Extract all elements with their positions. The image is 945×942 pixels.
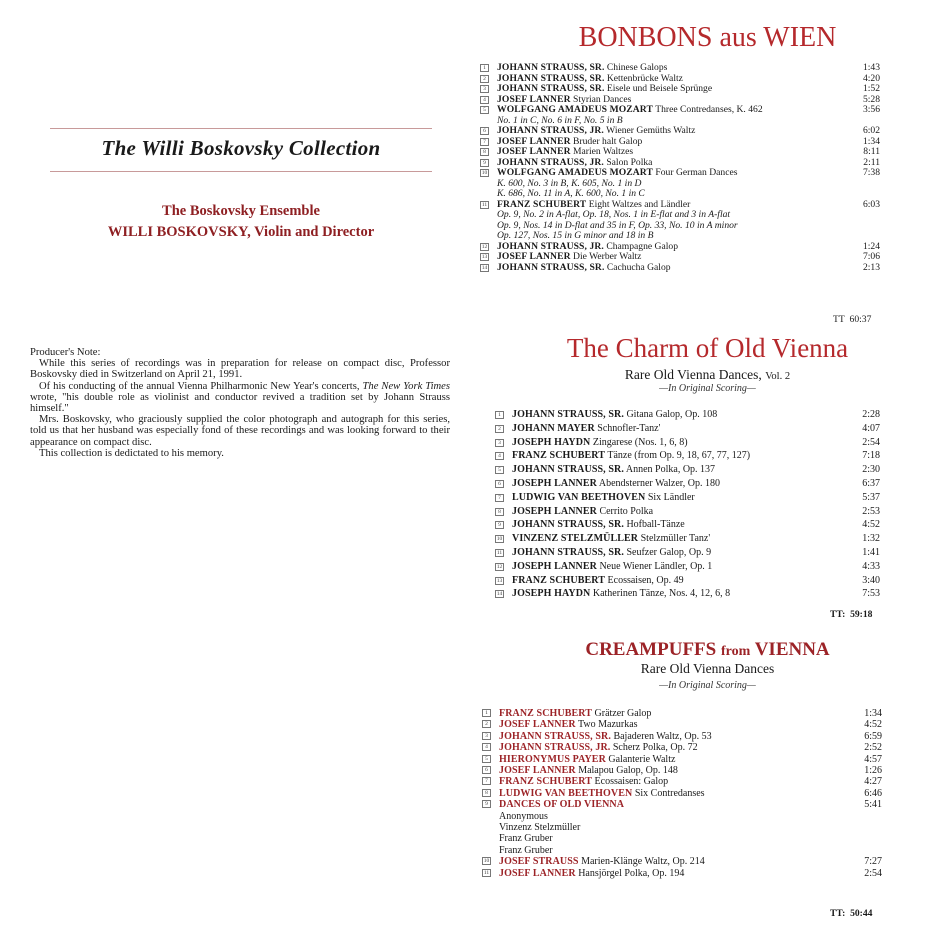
composer: JOHANN STRAUSS, JR. bbox=[497, 240, 604, 252]
work-title: Katherinen Tänze, Nos. 4, 12, 6, 8 bbox=[592, 588, 731, 600]
work-title: Kettenbrücke Waltz bbox=[606, 72, 683, 84]
work-title: Schnofler-Tanz' bbox=[597, 422, 661, 434]
note-paragraph: This collection is dedictated to his memory. bbox=[39, 447, 224, 459]
duration: 1:52 bbox=[862, 83, 880, 94]
composer: JOHANN STRAUSS, SR. bbox=[497, 72, 605, 84]
work-title: Marien-Klänge Waltz, Op. 214 bbox=[581, 856, 705, 868]
note-heading: Producer's Note: bbox=[30, 347, 101, 358]
sub-composer: Vinzenz Stelzmüller bbox=[499, 822, 581, 834]
track-row bbox=[482, 719, 882, 730]
track-number: 4 bbox=[495, 452, 504, 460]
track-number: 7 bbox=[495, 494, 504, 502]
track-row bbox=[495, 422, 880, 436]
track-number: 11 bbox=[481, 201, 488, 208]
track-row bbox=[495, 560, 880, 574]
track-number: 11 bbox=[496, 549, 503, 556]
work-title: Ecossaisen: Galop bbox=[594, 776, 669, 788]
duration: 2:53 bbox=[862, 505, 880, 517]
track-number: 9 bbox=[480, 159, 489, 167]
duration: 6:37 bbox=[862, 477, 880, 489]
collection-panel bbox=[0, 0, 470, 942]
work-title: Scherz Polka, Op. 72 bbox=[612, 742, 698, 754]
note-paragraph: While this series of recordings was in preparation for release on compact disc, Professor Boskovsky died in Switzerland on April 21, 1991. bbox=[30, 358, 450, 381]
track-number: 3 bbox=[495, 439, 504, 447]
work-title: Eight Waltzes and Ländler bbox=[588, 198, 691, 210]
work-title: Die Werber Waltz bbox=[573, 251, 642, 262]
track-number: 1 bbox=[495, 411, 504, 419]
work-details: K. 686, No. 11 in A, K. 600, No. 1 in C bbox=[497, 188, 645, 199]
work-title: Annen Polka, Op. 137 bbox=[625, 464, 716, 476]
track-number: 12 bbox=[496, 563, 503, 570]
composer: FRANZ SCHUBERT bbox=[512, 450, 606, 462]
duration: 1:32 bbox=[862, 533, 880, 545]
work-title: Four German Dances bbox=[655, 167, 738, 178]
work-title: Salon Polka bbox=[606, 156, 653, 168]
work-details: Op. 9, No. 2 in A-flat, Op. 18, Nos. 1 in E-flat and 3 in A-flat bbox=[497, 209, 731, 220]
duration: 7:27 bbox=[864, 856, 882, 868]
track-row bbox=[495, 574, 880, 588]
composer: DANCES OF OLD VIENNA bbox=[499, 799, 625, 811]
track-number: 8 bbox=[480, 148, 489, 156]
composer: JOHANN STRAUSS, JR. bbox=[499, 742, 611, 754]
track-row bbox=[495, 491, 880, 505]
work-title: Abendsterner Walzer, Op. 180 bbox=[598, 477, 720, 489]
composer: LUDWIG VAN BEETHOVEN bbox=[499, 787, 633, 799]
track-number: 3 bbox=[482, 732, 491, 740]
director-credit: WILLI BOSKOVSKY, Violin and Director bbox=[107, 224, 375, 240]
duration: 8:11 bbox=[863, 146, 880, 157]
composer: JOHANN STRAUSS, JR. bbox=[497, 156, 604, 168]
composer: JOSEF LANNER bbox=[499, 867, 576, 879]
composer: WOLFGANG AMADEUS MOZART bbox=[497, 167, 654, 178]
track-row bbox=[480, 168, 880, 200]
duration: 7:38 bbox=[862, 167, 880, 178]
composer: HIERONYMUS PAYER bbox=[499, 753, 606, 765]
track-number: 1 bbox=[480, 64, 489, 72]
duration: 4:33 bbox=[862, 560, 880, 572]
collection-title: The Willi Boskovsky Collection bbox=[101, 136, 381, 160]
track-row bbox=[495, 408, 880, 422]
track-row bbox=[495, 463, 880, 477]
track-row bbox=[482, 731, 882, 742]
work-title: Two Mazurkas bbox=[578, 719, 638, 731]
duration: 2:28 bbox=[862, 409, 880, 420]
track-number: 10 bbox=[481, 170, 488, 176]
scoring-note: —In Original Scoring— bbox=[659, 383, 756, 394]
note-paragraph: Mrs. Boskovsky, who graciously supplied the color photograph and autograph for this series, told us that her husband was especially fond of these recordings and was looking forward to their appearance on compact disc. bbox=[30, 414, 450, 448]
composer: LUDWIG VAN BEETHOVEN bbox=[512, 491, 646, 503]
total-time: TT 60:37 bbox=[833, 314, 872, 325]
duration: 7:53 bbox=[862, 588, 880, 600]
composer: JOSEF LANNER bbox=[497, 146, 571, 157]
track-number: 9 bbox=[482, 800, 491, 808]
track-row bbox=[480, 200, 880, 242]
work-details: Op. 127, Nos. 15 in G minor and 18 in B bbox=[497, 230, 654, 241]
composer: JOHANN STRAUSS, SR. bbox=[497, 261, 605, 273]
duration: 1:41 bbox=[862, 546, 880, 558]
composer: VINZENZ STELZMÜLLER bbox=[512, 533, 639, 545]
duration: 1:43 bbox=[862, 62, 880, 73]
track-number: 6 bbox=[495, 480, 504, 488]
duration: 2:52 bbox=[864, 742, 882, 754]
track-number: 10 bbox=[496, 536, 503, 543]
composer: JOSEF LANNER bbox=[497, 93, 571, 105]
track-number: 14 bbox=[496, 591, 503, 598]
tracklists-panel bbox=[470, 0, 945, 942]
work-title: Neue Wiener Ländler, Op. 1 bbox=[599, 560, 713, 572]
duration: 1:34 bbox=[862, 135, 880, 147]
tracklist-bonbons bbox=[480, 63, 880, 273]
duration: 4:07 bbox=[862, 422, 880, 434]
track-row bbox=[482, 788, 882, 799]
track-row bbox=[495, 477, 880, 491]
work-title: Eisele und Beisele Sprünge bbox=[606, 83, 713, 94]
track-row bbox=[495, 436, 880, 450]
album-title-creampuffs: CREAMPUFFS from VIENNA bbox=[585, 639, 830, 660]
work-details: K. 600, No. 3 in B, K. 605, No. 1 in D bbox=[497, 177, 642, 189]
track-row bbox=[482, 856, 882, 867]
work-title: Ecossaisen, Op. 49 bbox=[607, 574, 684, 586]
track-row bbox=[495, 546, 880, 560]
work-title: Cachucha Galop bbox=[606, 261, 671, 273]
duration: 4:20 bbox=[862, 72, 880, 84]
duration: 6:46 bbox=[864, 787, 882, 799]
composer: JOHANN STRAUSS, SR. bbox=[497, 83, 605, 94]
duration: 4:27 bbox=[864, 776, 882, 788]
duration: 6:59 bbox=[864, 730, 882, 742]
work-title: Three Contredanses, K. 462 bbox=[655, 104, 763, 115]
duration: 2:13 bbox=[862, 261, 880, 273]
track-number: 2 bbox=[480, 75, 489, 83]
sub-composer: Franz Gruber bbox=[499, 833, 553, 845]
track-row bbox=[482, 776, 882, 787]
work-title: Chinese Galops bbox=[606, 62, 668, 73]
track-number: 4 bbox=[480, 96, 489, 104]
track-number: 12 bbox=[481, 243, 488, 250]
composer: JOSEPH LANNER bbox=[512, 477, 597, 489]
track-number: 13 bbox=[496, 577, 503, 584]
track-number: 2 bbox=[482, 720, 491, 728]
composer: JOHANN STRAUSS, JR. bbox=[497, 125, 604, 136]
album-subtitle: Rare Old Vienna Dances, Vol. 2 bbox=[624, 367, 791, 382]
track-number: 14 bbox=[481, 264, 488, 271]
track-number: 4 bbox=[482, 743, 491, 751]
track-row bbox=[480, 263, 880, 274]
composer: JOHANN STRAUSS, SR. bbox=[512, 464, 624, 476]
duration: 2:11 bbox=[863, 156, 880, 168]
duration: 7:18 bbox=[862, 450, 880, 462]
track-row bbox=[482, 765, 882, 776]
duration: 5:37 bbox=[862, 491, 880, 503]
scoring-note: —In Original Scoring— bbox=[659, 680, 756, 691]
composer: JOHANN STRAUSS, SR. bbox=[512, 519, 624, 531]
duration: 4:52 bbox=[862, 519, 880, 531]
work-title: Six Ländler bbox=[647, 491, 695, 503]
track-row bbox=[482, 868, 882, 879]
composer: FRANZ SCHUBERT bbox=[512, 574, 606, 586]
track-row bbox=[480, 105, 880, 126]
work-title: Wiener Gemüths Waltz bbox=[606, 125, 696, 136]
composer: JOSEF LANNER bbox=[497, 135, 571, 147]
composer: JOHANN STRAUSS, SR. bbox=[512, 409, 624, 420]
ensemble-name: The Boskovsky Ensemble bbox=[162, 203, 320, 219]
producers-note bbox=[30, 347, 450, 459]
composer: JOSEPH HAYDN bbox=[512, 436, 591, 448]
track-number: 9 bbox=[495, 521, 504, 529]
work-title: Galanterie Waltz bbox=[608, 753, 676, 765]
track-number: 10 bbox=[483, 858, 490, 865]
duration: 1:34 bbox=[864, 708, 882, 719]
sub-composer: Franz Gruber bbox=[499, 844, 553, 856]
note-paragraph: Of his conducting of the annual Vienna Philharmonic New Year's concerts, The New York Times wrote, "his double role as violinist and conductor revived a tradition set by Johann Strauss himself." bbox=[30, 380, 451, 415]
duration: 4:52 bbox=[864, 719, 882, 731]
track-number: 6 bbox=[480, 127, 489, 135]
track-row bbox=[495, 518, 880, 532]
work-title: Six Contredanses bbox=[634, 787, 705, 799]
duration: 6:02 bbox=[862, 125, 880, 136]
track-row bbox=[495, 505, 880, 519]
track-row bbox=[482, 742, 882, 753]
track-row bbox=[482, 799, 882, 856]
duration: 2:54 bbox=[862, 436, 880, 448]
work-title: Tänze (from Op. 9, 18, 67, 77, 127) bbox=[607, 450, 751, 462]
track-number: 3 bbox=[480, 85, 489, 93]
work-title: Bruder halt Galop bbox=[573, 135, 643, 147]
duration: 1:26 bbox=[864, 765, 882, 777]
track-number: 2 bbox=[495, 425, 504, 433]
track-row bbox=[495, 532, 880, 546]
duration: 5:41 bbox=[864, 799, 882, 811]
title-rule-bottom bbox=[50, 171, 432, 172]
work-title: Grätzer Galop bbox=[594, 708, 652, 719]
duration: 7:06 bbox=[862, 251, 880, 262]
track-number: 5 bbox=[480, 106, 489, 114]
composer: JOSEPH LANNER bbox=[512, 505, 597, 517]
work-details: No. 1 in C, No. 6 in F, No. 5 in B bbox=[497, 114, 623, 126]
composer: JOSEF STRAUSS bbox=[499, 856, 579, 868]
track-number: 6 bbox=[482, 766, 491, 774]
duration: 2:54 bbox=[864, 867, 882, 879]
track-number: 7 bbox=[480, 138, 489, 146]
work-title: Malapou Galop, Op. 148 bbox=[578, 765, 678, 777]
work-title: Styrian Dances bbox=[573, 93, 632, 105]
composer: JOSEF LANNER bbox=[499, 765, 576, 777]
composer: JOSEPH LANNER bbox=[512, 560, 597, 572]
composer: FRANZ SCHUBERT bbox=[499, 708, 593, 719]
composer: JOHANN STRAUSS, SR. bbox=[497, 62, 605, 73]
sub-composer: Anonymous bbox=[499, 810, 548, 822]
track-number: 5 bbox=[495, 466, 504, 474]
duration: 1:24 bbox=[862, 240, 880, 252]
track-row bbox=[495, 449, 880, 463]
title-rule-top bbox=[50, 128, 432, 129]
track-row bbox=[482, 708, 882, 719]
track-number: 7 bbox=[482, 777, 491, 785]
work-title: Zingarese (Nos. 1, 6, 8) bbox=[592, 436, 688, 448]
composer: FRANZ SCHUBERT bbox=[499, 776, 593, 788]
work-title: Seufzer Galop, Op. 9 bbox=[626, 546, 712, 558]
composer: FRANZ SCHUBERT bbox=[497, 198, 587, 210]
album-subtitle: Rare Old Vienna Dances bbox=[640, 661, 775, 676]
track-row bbox=[482, 754, 882, 765]
composer: JOHANN STRAUSS, SR. bbox=[499, 730, 611, 742]
tracklist-creampuffs bbox=[482, 708, 882, 879]
composer: WOLFGANG AMADEUS MOZART bbox=[497, 104, 654, 115]
work-title: Hansjörgel Polka, Op. 194 bbox=[578, 867, 685, 879]
composer: JOHANN STRAUSS, SR. bbox=[512, 546, 624, 558]
track-number: 8 bbox=[495, 508, 504, 516]
duration: 2:30 bbox=[862, 464, 880, 476]
duration: 4:57 bbox=[864, 753, 882, 765]
track-number: 5 bbox=[482, 755, 491, 763]
work-title: Stelzmüller Tanz' bbox=[640, 533, 711, 545]
album-title-charm: The Charm of Old Vienna bbox=[566, 333, 849, 363]
composer: JOSEF LANNER bbox=[499, 719, 576, 731]
work-title: Gitana Galop, Op. 108 bbox=[626, 409, 718, 420]
track-row bbox=[495, 587, 880, 601]
duration: 3:40 bbox=[862, 574, 880, 586]
work-details: Op. 9, Nos. 14 in D-flat and 35 in F, Op. 33, No. 10 in A minor bbox=[497, 219, 738, 231]
work-title: Bajaderen Waltz, Op. 53 bbox=[613, 730, 712, 742]
duration: 6:03 bbox=[862, 198, 880, 210]
duration: 5:28 bbox=[862, 93, 880, 105]
composer: JOHANN MAYER bbox=[512, 422, 595, 434]
duration: 3:56 bbox=[862, 104, 880, 115]
composer: JOSEF LANNER bbox=[497, 251, 571, 262]
work-title: Marien Waltzes bbox=[573, 146, 634, 157]
track-number: 13 bbox=[481, 254, 488, 260]
tracklist-charm bbox=[495, 408, 880, 601]
work-title: Hofball-Tänze bbox=[626, 519, 685, 531]
total-time: TT: 59:18 bbox=[830, 609, 873, 620]
total-time: TT: 50:44 bbox=[830, 908, 873, 919]
work-title: Cerrito Polka bbox=[599, 505, 654, 517]
work-title: Champagne Galop bbox=[606, 240, 678, 252]
track-number: 11 bbox=[483, 869, 490, 876]
album-title-bonbons: BONBONS aus WIEN bbox=[578, 22, 837, 53]
track-number: 8 bbox=[482, 789, 491, 797]
track-number: 1 bbox=[482, 709, 491, 717]
composer: JOSEPH HAYDN bbox=[512, 588, 591, 600]
